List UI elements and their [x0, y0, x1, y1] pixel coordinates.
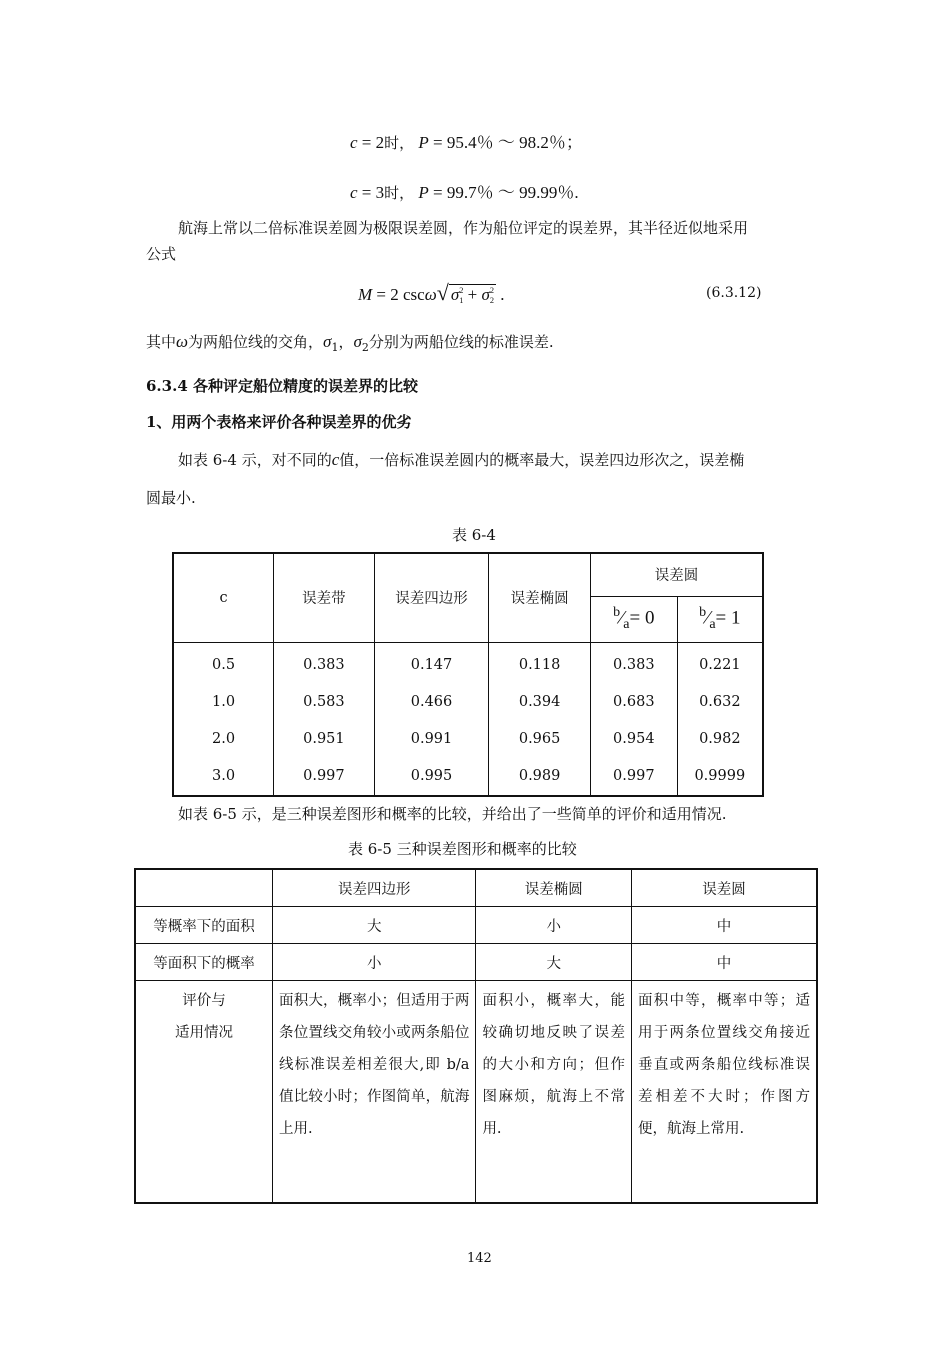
- eq-end: ；: [565, 133, 583, 152]
- cell: 小: [273, 944, 476, 981]
- cell: 小: [476, 907, 632, 944]
- cell: 面积小，概率大，能较确切地反映了误差的大小和方向；但作图麻烦，航海上不常用.: [476, 981, 632, 1203]
- header-c: c: [173, 553, 274, 642]
- frac-b: b: [699, 604, 707, 620]
- row-label: 等概率下的面积: [135, 907, 273, 944]
- cell: 0.632: [677, 684, 763, 721]
- var-p: P: [418, 183, 429, 202]
- plus: +: [467, 285, 478, 304]
- table-row: [173, 758, 763, 796]
- paragraph-line: 航海上常以二倍标准误差圆为极限误差圆，作为船位评定的误差界，其半径近似地采用: [178, 219, 749, 237]
- page-number: 142: [467, 1251, 492, 1266]
- table-row: [173, 642, 763, 684]
- cell: 0.965: [489, 721, 591, 758]
- cell: 0.118: [489, 642, 591, 684]
- var-c: c: [331, 450, 340, 469]
- sup-2: 2: [489, 286, 495, 296]
- cell: 中: [632, 907, 817, 944]
- cell: 0.989: [489, 758, 591, 796]
- paragraph-line: 圆最小.: [146, 489, 196, 507]
- header-circle: 误差圆: [632, 869, 817, 907]
- text: 分别为两船位线的标准误差.: [368, 333, 554, 351]
- var-omega: ω: [424, 285, 437, 304]
- cell: 0.991: [374, 721, 489, 758]
- cell: 1.0: [173, 684, 274, 721]
- cell: 0.466: [374, 684, 489, 721]
- header-ratio-0: $^b⁄_a= 0$: [590, 596, 677, 642]
- var-c: c: [350, 183, 358, 202]
- table-row: [173, 684, 763, 721]
- frac-a: a: [709, 617, 716, 633]
- equation-c3: [350, 178, 579, 203]
- row-label-line: 适用情况: [175, 1025, 234, 1041]
- paragraph-line: 如表 6-5 示，是三种误差图形和概率的比较，并给出了一些简单的评价和适用情况.: [178, 805, 727, 823]
- cell: 0.997: [274, 758, 375, 796]
- cell: 0.383: [590, 642, 677, 684]
- sqrt-body: [449, 284, 496, 304]
- header-quad: 误差四边形: [374, 553, 489, 642]
- cell: 3.0: [173, 758, 274, 796]
- header-circle: 误差圆: [590, 553, 763, 596]
- header-quad: 误差四边形: [273, 869, 476, 907]
- var-m: M: [358, 285, 373, 304]
- eq-value: = 3: [361, 183, 385, 202]
- text: 值，一倍标准误差圆内的概率最大，误差四边形次之，误差椭: [339, 451, 745, 469]
- sigma-1: σ: [450, 285, 460, 304]
- paragraph-line: 公式: [146, 245, 177, 263]
- formula-end: .: [500, 285, 505, 304]
- subsection-heading: 1、用两个表格来评价各种误差界的优劣: [146, 413, 412, 431]
- sigma-2: σ: [353, 332, 362, 351]
- cell: 0.221: [677, 642, 763, 684]
- var-c: c: [350, 133, 358, 152]
- ratio-value: = 0: [629, 607, 655, 629]
- table-row: [135, 907, 817, 944]
- paragraph-line: [178, 449, 744, 471]
- row-label: [135, 981, 273, 1203]
- table-row: [135, 981, 817, 1203]
- header-empty: [135, 869, 273, 907]
- header-ellipse: 误差椭圆: [489, 553, 591, 642]
- text: ，: [338, 333, 354, 351]
- cell: 0.383: [274, 642, 375, 684]
- ratio-value: = 1: [715, 607, 741, 629]
- eq-end: .: [574, 183, 579, 202]
- table-caption: 表 6-4: [452, 526, 496, 544]
- frac-a: a: [623, 617, 630, 633]
- cell: 0.683: [590, 684, 677, 721]
- sub-2: 2: [489, 296, 495, 306]
- eq-word: 时，: [384, 134, 415, 152]
- cell: 大: [476, 944, 632, 981]
- cell: 面积大，概率小；但适用于两条位置线交角较小或两条船位线标准误差相差很大,即 b/a 值比较小时；作图简单，航海上用.: [273, 981, 476, 1203]
- var-p: P: [418, 133, 429, 152]
- formula-number: (6.3.12): [706, 285, 762, 301]
- row-label-line: 评价与: [182, 993, 226, 1009]
- text: 为两船位线的交角，: [188, 333, 324, 351]
- eq-value: = 2: [361, 133, 385, 152]
- cell: 0.9999: [677, 758, 763, 796]
- cell: 0.951: [274, 721, 375, 758]
- eq-word: 时，: [384, 184, 415, 202]
- omega: ω: [176, 332, 189, 351]
- eq-prob: = 95.4％ ～ 98.2％: [433, 133, 566, 152]
- sigma-2: σ: [481, 285, 490, 304]
- text: 如表 6-4 示，对不同的: [178, 451, 332, 469]
- text: 其中: [146, 333, 177, 351]
- cell: 0.147: [374, 642, 489, 684]
- cell: 0.995: [374, 758, 489, 796]
- sub-1: 1: [459, 296, 464, 306]
- cell: 0.394: [489, 684, 591, 721]
- header-band: 误差带: [274, 553, 375, 642]
- cell: 0.583: [274, 684, 375, 721]
- eq-prob: = 99.7％ ～ 99.99％: [433, 183, 575, 202]
- table-row: [173, 721, 763, 758]
- table-6-5: [134, 868, 818, 1204]
- cell: 0.997: [590, 758, 677, 796]
- row-label: 等面积下的概率: [135, 944, 273, 981]
- paragraph-sigma: [146, 331, 554, 359]
- equation-c2: [350, 128, 583, 153]
- cell: 大: [273, 907, 476, 944]
- header-ratio-1: $^b⁄_a= 1$: [677, 596, 763, 642]
- table-row: [135, 944, 817, 981]
- cell: 中: [632, 944, 817, 981]
- cell: 面积中等，概率中等；适用于两条位置线交角接近垂直或两条船位线标准误差相差不大时；作图方便，航海上常用.: [632, 981, 817, 1203]
- cell: 2.0: [173, 721, 274, 758]
- formula-rhs: = 2 csc: [376, 285, 425, 304]
- sub: 2: [361, 341, 369, 354]
- sub: 1: [331, 341, 339, 354]
- sqrt-sign: √: [436, 280, 449, 305]
- cell: 0.5: [173, 642, 274, 684]
- header-ellipse: 误差椭圆: [476, 869, 632, 907]
- formula-6-3-12: [358, 280, 505, 306]
- sigma-1: σ: [323, 332, 332, 351]
- section-heading: 6.3.4 各种评定船位精度的误差界的比较: [146, 377, 418, 395]
- table-6-4: [172, 552, 764, 797]
- cell: 0.954: [590, 721, 677, 758]
- cell: 0.982: [677, 721, 763, 758]
- sup-1: 2: [459, 286, 464, 296]
- table-caption: 表 6-5 三种误差图形和概率的比较: [348, 840, 577, 858]
- frac-b: b: [613, 604, 621, 620]
